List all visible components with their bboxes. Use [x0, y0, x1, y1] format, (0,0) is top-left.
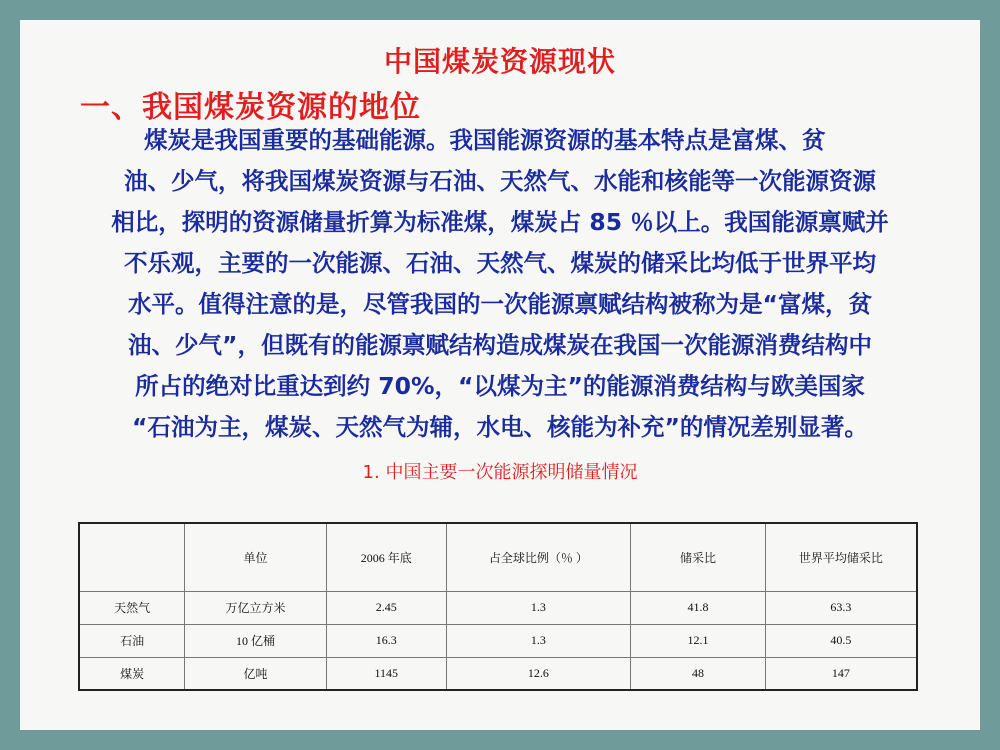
- header-cell-unit: 单位: [185, 523, 327, 591]
- table-cell: 16.3: [326, 624, 446, 657]
- table-cell: 48: [631, 657, 766, 690]
- table-cell: 1145: [326, 657, 446, 690]
- table-cell: 天然气: [79, 591, 185, 624]
- table-caption: 1. 中国主要一次能源探明储量情况: [362, 462, 638, 483]
- body-line: 不乐观，主要的一次能源、石油、天然气、煤炭的储采比均低于世界平均: [124, 249, 876, 277]
- slide: [20, 20, 980, 730]
- table-cell: 石油: [79, 624, 185, 657]
- header-cell-world-rp-ratio: 世界平均储采比: [765, 523, 917, 591]
- table-cell: 41.8: [631, 591, 766, 624]
- table-cell: 12.1: [631, 624, 766, 657]
- table-cell: 煤炭: [79, 657, 185, 690]
- body-line: 所占的绝对比重达到约 70%，“以煤为主”的能源消费结构与欧美国家: [135, 372, 865, 400]
- header-cell-rp-ratio: 储采比: [631, 523, 766, 591]
- table-cell: 12.6: [446, 657, 631, 690]
- table-cell: 亿吨: [185, 657, 327, 690]
- table-cell: 147: [765, 657, 917, 690]
- table-cell: 40.5: [765, 624, 917, 657]
- table-cell: 1.3: [446, 624, 631, 657]
- body-line: 油、少气，将我国煤炭资源与石油、天然气、水能和核能等一次能源资源: [124, 167, 876, 195]
- table-cell: 1.3: [446, 591, 631, 624]
- body-line: 水平。值得注意的是，尽管我国的一次能源禀赋结构被称为是“富煤，贫: [128, 290, 872, 318]
- body-text: [44, 120, 956, 448]
- header-cell-global-share: 占全球比例（％ ）: [446, 523, 631, 591]
- table-row: [79, 591, 917, 624]
- table-cell: 10 亿桶: [185, 624, 327, 657]
- table-cell: 63.3: [765, 591, 917, 624]
- table-cell: 2.45: [326, 591, 446, 624]
- reserves-table: [78, 522, 918, 691]
- table-header-row: [79, 523, 917, 591]
- body-line: “石油为主，煤炭、天然气为辅，水电、核能为补充”的情况差别显著。: [132, 413, 868, 441]
- table-row: [79, 657, 917, 690]
- table-cell: 万亿立方米: [185, 591, 327, 624]
- page-title: 中国煤炭资源现状: [383, 45, 616, 78]
- body-line: 相比，探明的资源储量折算为标准煤，煤炭占 85 ％以上。我国能源禀赋并: [111, 208, 889, 236]
- header-cell-2006: 2006 年底: [326, 523, 446, 591]
- body-line: 煤炭是我国重要的基础能源。我国能源资源的基本特点是富煤、贫: [144, 126, 826, 154]
- body-line: 油、少气”，但既有的能源禀赋结构造成煤炭在我国一次能源消费结构中: [128, 331, 872, 359]
- header-cell-empty: [79, 523, 185, 591]
- section-heading: 一、我国煤炭资源的地位: [80, 90, 421, 125]
- table-row: [79, 624, 917, 657]
